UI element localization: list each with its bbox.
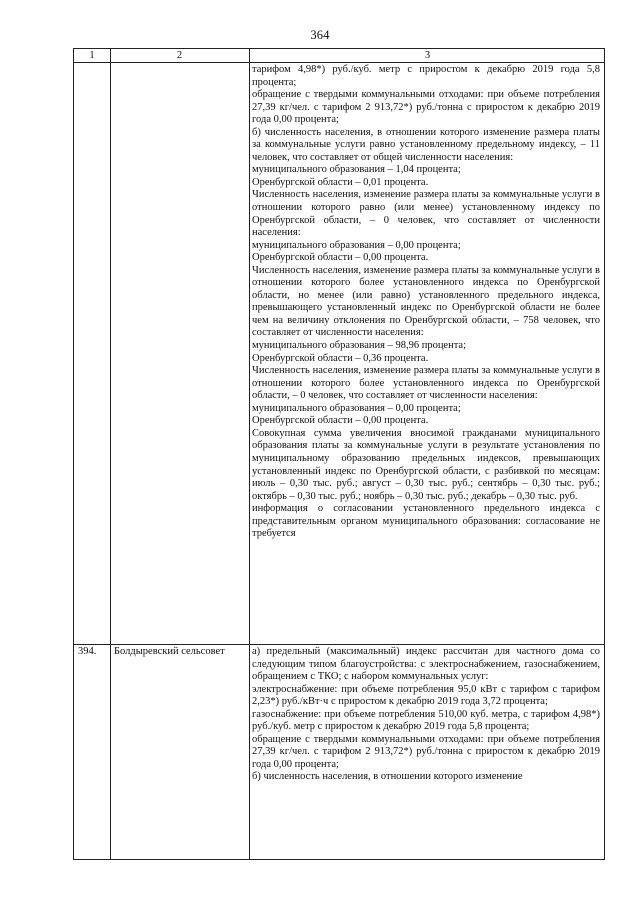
paragraph: муниципального образования – 0,00 процента; <box>252 239 461 251</box>
paragraph: Оренбургской области – 0,00 процента. <box>252 415 429 427</box>
paragraph: газоснабжение: при объеме потребления 510,00 куб. метра, с тарифом 4,98*) руб./куб. метр с приростом к декабрю 2019 года 5,8 процента; <box>252 708 600 733</box>
paragraph: муниципального образования – 1,04 процента; <box>252 164 461 176</box>
column-header-1: 1 <box>89 50 95 61</box>
paragraph: обращение с твердыми коммунальными отходами: при объеме потребления 27,39 кг/чел. с тарифом 2 913,72*) руб./тонна с приростом к декабрю 2019 года 0,00 процента; <box>252 89 600 126</box>
paragraph: б) численность населения, в отношении которого изменение <box>252 771 523 783</box>
paragraph: обращение с твердыми коммунальными отходами: при объеме потребления 27,39 кг/чел. с тарифом 2 913,72*) руб./тонна с приростом к декабрю 2019 года 0,00 процента; <box>252 733 600 770</box>
paragraph: а) предельный (максимальный) индекс рассчитан для частного дома со следующим типом благоустройства: с электроснабжением, газоснабжением, обращением с ТКО; с набором коммунальных услуг: <box>252 646 600 683</box>
paragraph: Оренбургской области – 0,00 процента. <box>252 252 429 264</box>
paragraph: муниципального образования – 0,00 процента; <box>252 402 461 414</box>
paragraph: муниципального образования – 98,96 процента; <box>252 340 467 352</box>
paragraph: Численность населения, изменение размера платы за коммунальные услуги в отношении которого более установленного индекса по Оренбургской области, но менее (или равно) установленного предельного индекса, превышающего установленный индекс по Оренбургской области не более чем на величину отклонения по Оренбургской области, – 758 человек, что составляет от численности населения: <box>252 264 600 339</box>
paragraph: электроснабжение: при объеме потребления 95,0 кВт с тарифом с тарифом 2,23*) руб./кВт·ч с приростом к декабрю 2019 года 3,72 процента; <box>252 683 600 708</box>
paragraph: информация о согласовании установленного предельного индекса с представительным органом муниципального образования: согласование не требуется <box>252 503 600 540</box>
header-divider <box>74 62 604 63</box>
column-divider <box>110 49 111 859</box>
continued-row-content <box>252 64 600 541</box>
paragraph: Численность населения, изменение размера платы за коммунальные услуги в отношении которого равно (или менее) установленному индексу по Оренбургской области, – 0 человек, что составляет от численности населения: <box>252 189 600 239</box>
paragraph: тарифом 4,98*) руб./куб. метр с приростом к декабрю 2019 года 5,8 процента; <box>252 64 600 88</box>
column-header-3: 3 <box>424 50 431 61</box>
column-divider <box>249 49 250 859</box>
paragraph: б) численность населения, в отношении которого изменение размера платы за коммунальные услуги равно установленному предельному индексу, – 11 человек, что составляет от общей численности населения: <box>252 126 600 163</box>
paragraph: Совокупная сумма увеличения вносимой гражданами муниципального образования платы за коммунальные услуги в результате установления по муниципальному образованию предельных индексов, превышающих установленный индекс по Оренбургской области, с разбивкой по месяцам: июль – 0,30 тыс. руб.; август – 0,30 тыс. руб.; сентябрь – 0,30 тыс. руб.; октябрь – 0,30 тыс. руб.; ноябрь – 0,30 тыс. руб.; декабрь – 0,30 тыс. руб. <box>252 427 600 502</box>
row-394-content <box>252 646 600 784</box>
column-header-2: 2 <box>176 50 183 61</box>
page-number: 364 <box>310 28 330 42</box>
paragraph: Оренбургской области – 0,36 процента. <box>252 352 429 364</box>
row-number: 394. <box>78 646 97 657</box>
paragraph: Оренбургской области – 0,01 процента. <box>252 176 429 188</box>
row-divider <box>74 644 604 645</box>
paragraph: Численность населения, изменение размера платы за коммунальные услуги в отношении которого более установленного индекса по Оренбургской области, – 0 человек, что составляет от численности населения: <box>252 365 600 402</box>
municipality-name: Болдыревский сельсовет <box>114 646 225 657</box>
